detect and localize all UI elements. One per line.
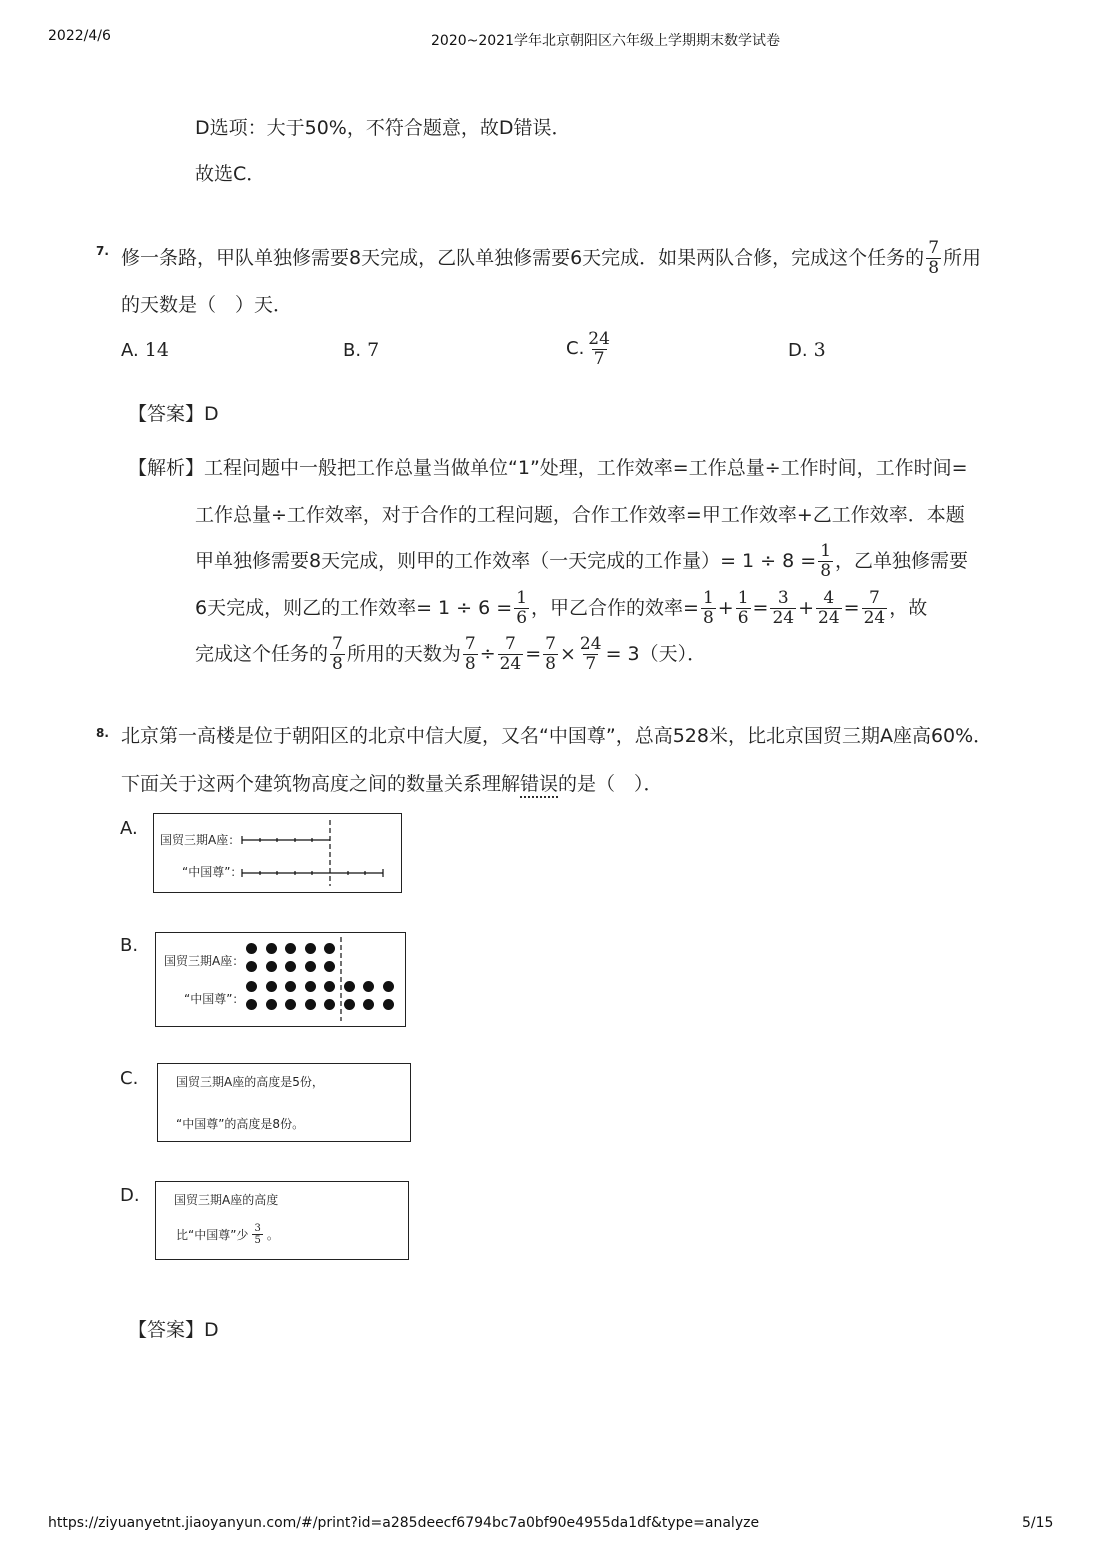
frac-num: 7 xyxy=(332,633,343,654)
q7-analysis-line4 xyxy=(195,583,927,633)
fraction xyxy=(701,589,716,628)
segment-diagram xyxy=(154,814,401,892)
q7-option-b xyxy=(343,338,379,363)
q7-stem-line2: 的天数是（ ）天． xyxy=(121,294,293,316)
q8-option-b-label: B. xyxy=(120,935,139,956)
option-d-text: 比“中国尊”少 xyxy=(176,1228,249,1242)
option-label: A. xyxy=(121,340,139,361)
operator: = xyxy=(843,597,860,619)
frac-num: 24 xyxy=(588,328,610,349)
q7-option-a xyxy=(121,338,169,363)
q7-stem-line1 xyxy=(121,234,981,282)
frac-den: 6 xyxy=(737,607,749,628)
option-value: 14 xyxy=(144,339,169,361)
q7-option-d xyxy=(788,338,826,363)
option-value: 7 xyxy=(367,339,380,361)
operator: ÷ xyxy=(479,643,496,665)
fraction xyxy=(514,589,529,628)
footer-page-number: 5/15 xyxy=(1022,1515,1054,1531)
frac-den: 24 xyxy=(499,653,522,674)
q7-analysis-line2: 工作总量÷工作效率，对于合作的工程问题，合作工作效率=甲工作效率+乙工作效率．本题 xyxy=(195,504,965,526)
q7-number: 7. xyxy=(96,244,109,258)
frac-den: 7 xyxy=(585,653,597,674)
analysis-text: 6天完成，则乙的工作效率= 1 ÷ 6 = xyxy=(195,597,513,619)
analysis-text: ，乙单独修需要 xyxy=(835,550,969,572)
frac-num: 4 xyxy=(823,587,835,608)
fraction xyxy=(330,635,345,674)
frac-den: 8 xyxy=(464,653,476,674)
option-d-line2 xyxy=(176,1223,279,1246)
analysis-text: ，甲乙合作的效率= xyxy=(531,597,699,619)
frac-den: 8 xyxy=(928,257,940,278)
frac-num: 3 xyxy=(777,587,789,608)
fraction xyxy=(816,589,842,628)
row-label: 国贸三期A座： xyxy=(164,954,245,968)
option-fraction xyxy=(586,330,612,369)
frac-den: 5 xyxy=(254,1235,261,1246)
q7-stem-text-b: 所用 xyxy=(943,247,982,269)
frac-den: 7 xyxy=(593,348,605,369)
q8-option-b-diagram xyxy=(155,932,406,1027)
fraction xyxy=(736,589,751,628)
q8-option-a-diagram xyxy=(153,813,402,893)
q8-option-d-label: D. xyxy=(120,1185,140,1206)
q7-stem-text-a: 修一条路，甲队单独修需要8天完成，乙队单独修需要6天完成．如果两队合修，完成这个任务的 xyxy=(121,247,925,269)
option-d-line1: 国贸三期A座的高度 xyxy=(174,1193,279,1207)
q6-conclusion: 故选C． xyxy=(195,163,266,185)
option-c-line2: “中国尊”的高度是8份。 xyxy=(176,1117,305,1131)
dashed-divider-svg xyxy=(156,933,405,1026)
frac-den: 8 xyxy=(702,607,714,628)
frac-num: 1 xyxy=(820,540,832,561)
q8-answer: 【答案】D xyxy=(128,1319,219,1341)
row-label: 国贸三期A座： xyxy=(160,833,241,847)
option-c-line1: 国贸三期A座的高度是5份， xyxy=(176,1075,324,1089)
footer-url: https://ziyuanyetnt.jiaoyanyun.com/#/print?id=a285deecf6794bc7a0bf90e4955da1df&type=analyze xyxy=(48,1515,760,1531)
q8-stem-line2 xyxy=(121,772,663,796)
q8-option-c-box xyxy=(157,1063,411,1142)
analysis-text: 甲单独修需要8天完成，则甲的工作效率（一天完成的工作量）= 1 ÷ 8 = xyxy=(195,550,817,572)
fraction xyxy=(498,635,524,674)
fraction xyxy=(862,589,888,628)
frac-num: 7 xyxy=(464,633,476,654)
stem-text: 的是（ ）． xyxy=(558,773,663,795)
frac-num: 7 xyxy=(505,633,516,654)
q8-option-d-box xyxy=(155,1181,409,1260)
fraction xyxy=(578,635,604,674)
frac-num: 1 xyxy=(516,587,528,608)
q8-number: 8. xyxy=(96,726,109,740)
fraction xyxy=(463,635,478,674)
q8-option-a-label: A. xyxy=(120,818,138,839)
operator: = xyxy=(525,643,542,665)
option-label: C. xyxy=(566,338,585,359)
q8-stem-line1: 北京第一高楼是位于朝阳区的北京中信大厦，又名“中国尊”，总高528米，比北京国贸三期A座高60%． xyxy=(121,725,993,747)
frac-num: 7 xyxy=(868,587,880,608)
q7-analysis-line1 xyxy=(128,456,968,480)
emphasis-wrong: 错误 xyxy=(520,773,559,795)
analysis-text: = 3（天）． xyxy=(605,643,707,665)
analysis-text: 工程问题中一般把工作总量当做单位“1”处理，工作效率=工作总量÷工作时间，工作时间= xyxy=(204,457,968,479)
q7-stem-fraction xyxy=(926,239,941,278)
frac-num: 3 xyxy=(254,1223,261,1234)
stem-text: 下面关于这两个建筑物高度之间的数量关系理解 xyxy=(121,773,521,795)
analysis-text: ，故 xyxy=(889,597,928,619)
frac-num: 24 xyxy=(579,633,602,654)
option-label: B. xyxy=(343,340,362,361)
frac-num: 1 xyxy=(737,587,749,608)
option-label: D. xyxy=(788,340,808,361)
frac-num: 7 xyxy=(928,237,940,258)
frac-num: 1 xyxy=(702,587,714,608)
operator: × xyxy=(560,643,576,665)
q7-option-c xyxy=(566,324,614,374)
frac-den: 24 xyxy=(818,607,840,628)
frac-den: 24 xyxy=(772,607,795,628)
fraction xyxy=(818,542,833,581)
q7-answer: 【答案】D xyxy=(128,403,219,425)
analysis-text: 所用的天数为 xyxy=(346,643,461,665)
header-date: 2022/4/6 xyxy=(48,28,111,44)
row-label: “中国尊”： xyxy=(182,865,243,879)
frac-den: 24 xyxy=(863,607,886,628)
q8-option-c-label: C. xyxy=(120,1068,139,1089)
frac-num: 7 xyxy=(545,633,556,654)
option-d-text: 。 xyxy=(266,1228,279,1242)
header-title: 2020~2021学年北京朝阳区六年级上学期期末数学试卷 xyxy=(431,33,780,49)
frac-den: 8 xyxy=(332,653,343,674)
operator: + xyxy=(798,597,814,619)
q6-option-d-text: D选项：大于50%，不符合题意，故D错误． xyxy=(195,117,571,139)
fraction xyxy=(543,635,558,674)
option-value: 3 xyxy=(813,339,826,361)
q7-analysis-line5 xyxy=(195,629,706,679)
operator: + xyxy=(717,597,734,619)
fraction xyxy=(770,589,796,628)
analysis-text: 完成这个任务的 xyxy=(195,643,329,665)
row-label: “中国尊”： xyxy=(184,992,245,1006)
frac-den: 6 xyxy=(516,607,528,628)
frac-den: 8 xyxy=(820,560,832,581)
operator: = xyxy=(752,597,769,619)
q7-analysis-line3 xyxy=(195,536,968,586)
analysis-tag: 【解析】 xyxy=(128,457,205,479)
frac-den: 8 xyxy=(545,653,556,674)
fraction xyxy=(252,1223,262,1246)
